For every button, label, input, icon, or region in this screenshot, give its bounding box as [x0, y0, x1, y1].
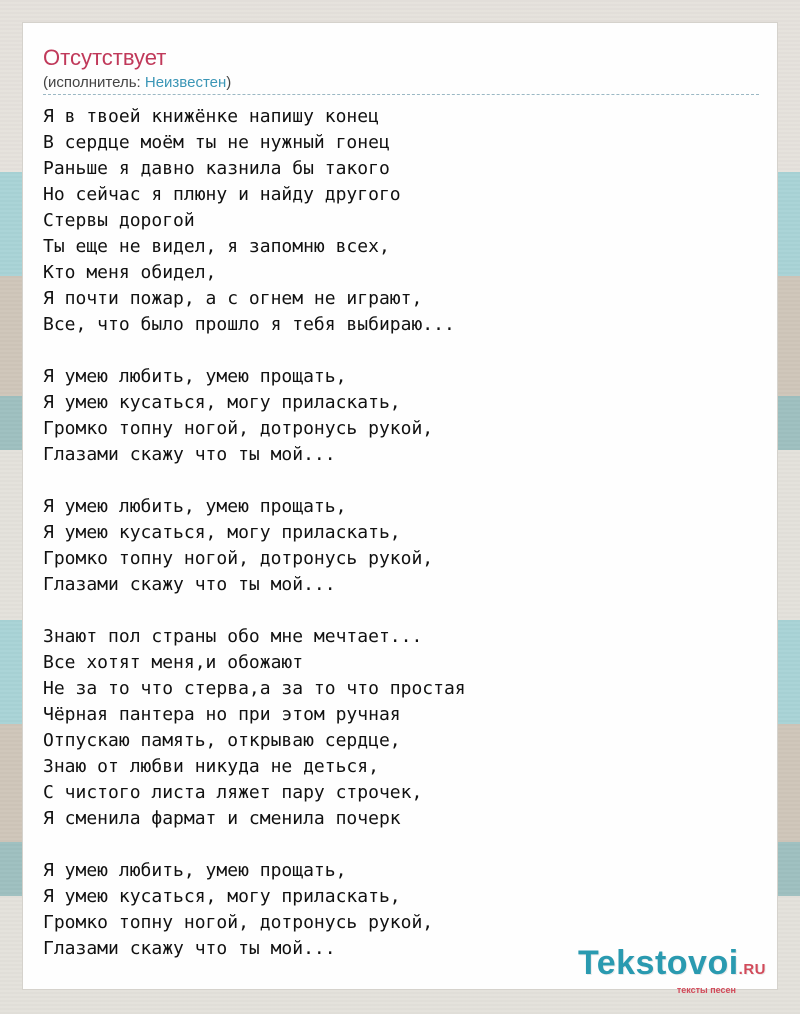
logo-name: Tekstovoi	[577, 944, 739, 982]
artist-suffix: )	[226, 74, 232, 91]
lyrics-text: Я в твоей книжёнке напишу конец В сердце моём ты не нужный гонец Раньше я давно казнила бы такого Но сейчас я плюну и найду другого Стервы дорогой Ты еще не видел, я запомню всех, Кто меня обидел, Я почти пожар, а с огнем не играют, Все, что было прошло я тебя выбираю... Я умею любить, умею прощать, Я умею кусаться, могу приласкать, Громко топну ногой, дотронусь рукой, Глазами скажу что ты мой... Я умею любить, умею прощать, Я умею кусаться, могу приласкать, Громко топну ногой, дотронусь рукой, Глазами скажу что ты мой... Знают пол страны обо мне мечтает... Все хотят меня,и обожают Не за то что стерва,а за то что простая Чёрная пантера но при этом ручная Отпускаю память, открываю сердце, Знаю от любви никуда не деться, С чистого листа ляжет пару строчек, Я сменила фармат и сменила почерк Я умею любить, умею прощать, Я умею кусаться, могу приласкать, Громко топну ногой, дотронусь рукой, Глазами скажу что ты мой...	[43, 106, 466, 959]
logo-tagline: тексты песен	[676, 985, 736, 995]
artist-link[interactable]: Неизвестен	[144, 74, 227, 91]
lyrics-card	[22, 22, 778, 990]
site-logo[interactable]	[578, 946, 766, 995]
artist-line	[43, 74, 759, 95]
song-title: Отсутствует	[43, 45, 167, 70]
logo-tld: .RU	[738, 961, 766, 978]
artist-prefix: (исполнитель:	[43, 74, 145, 91]
